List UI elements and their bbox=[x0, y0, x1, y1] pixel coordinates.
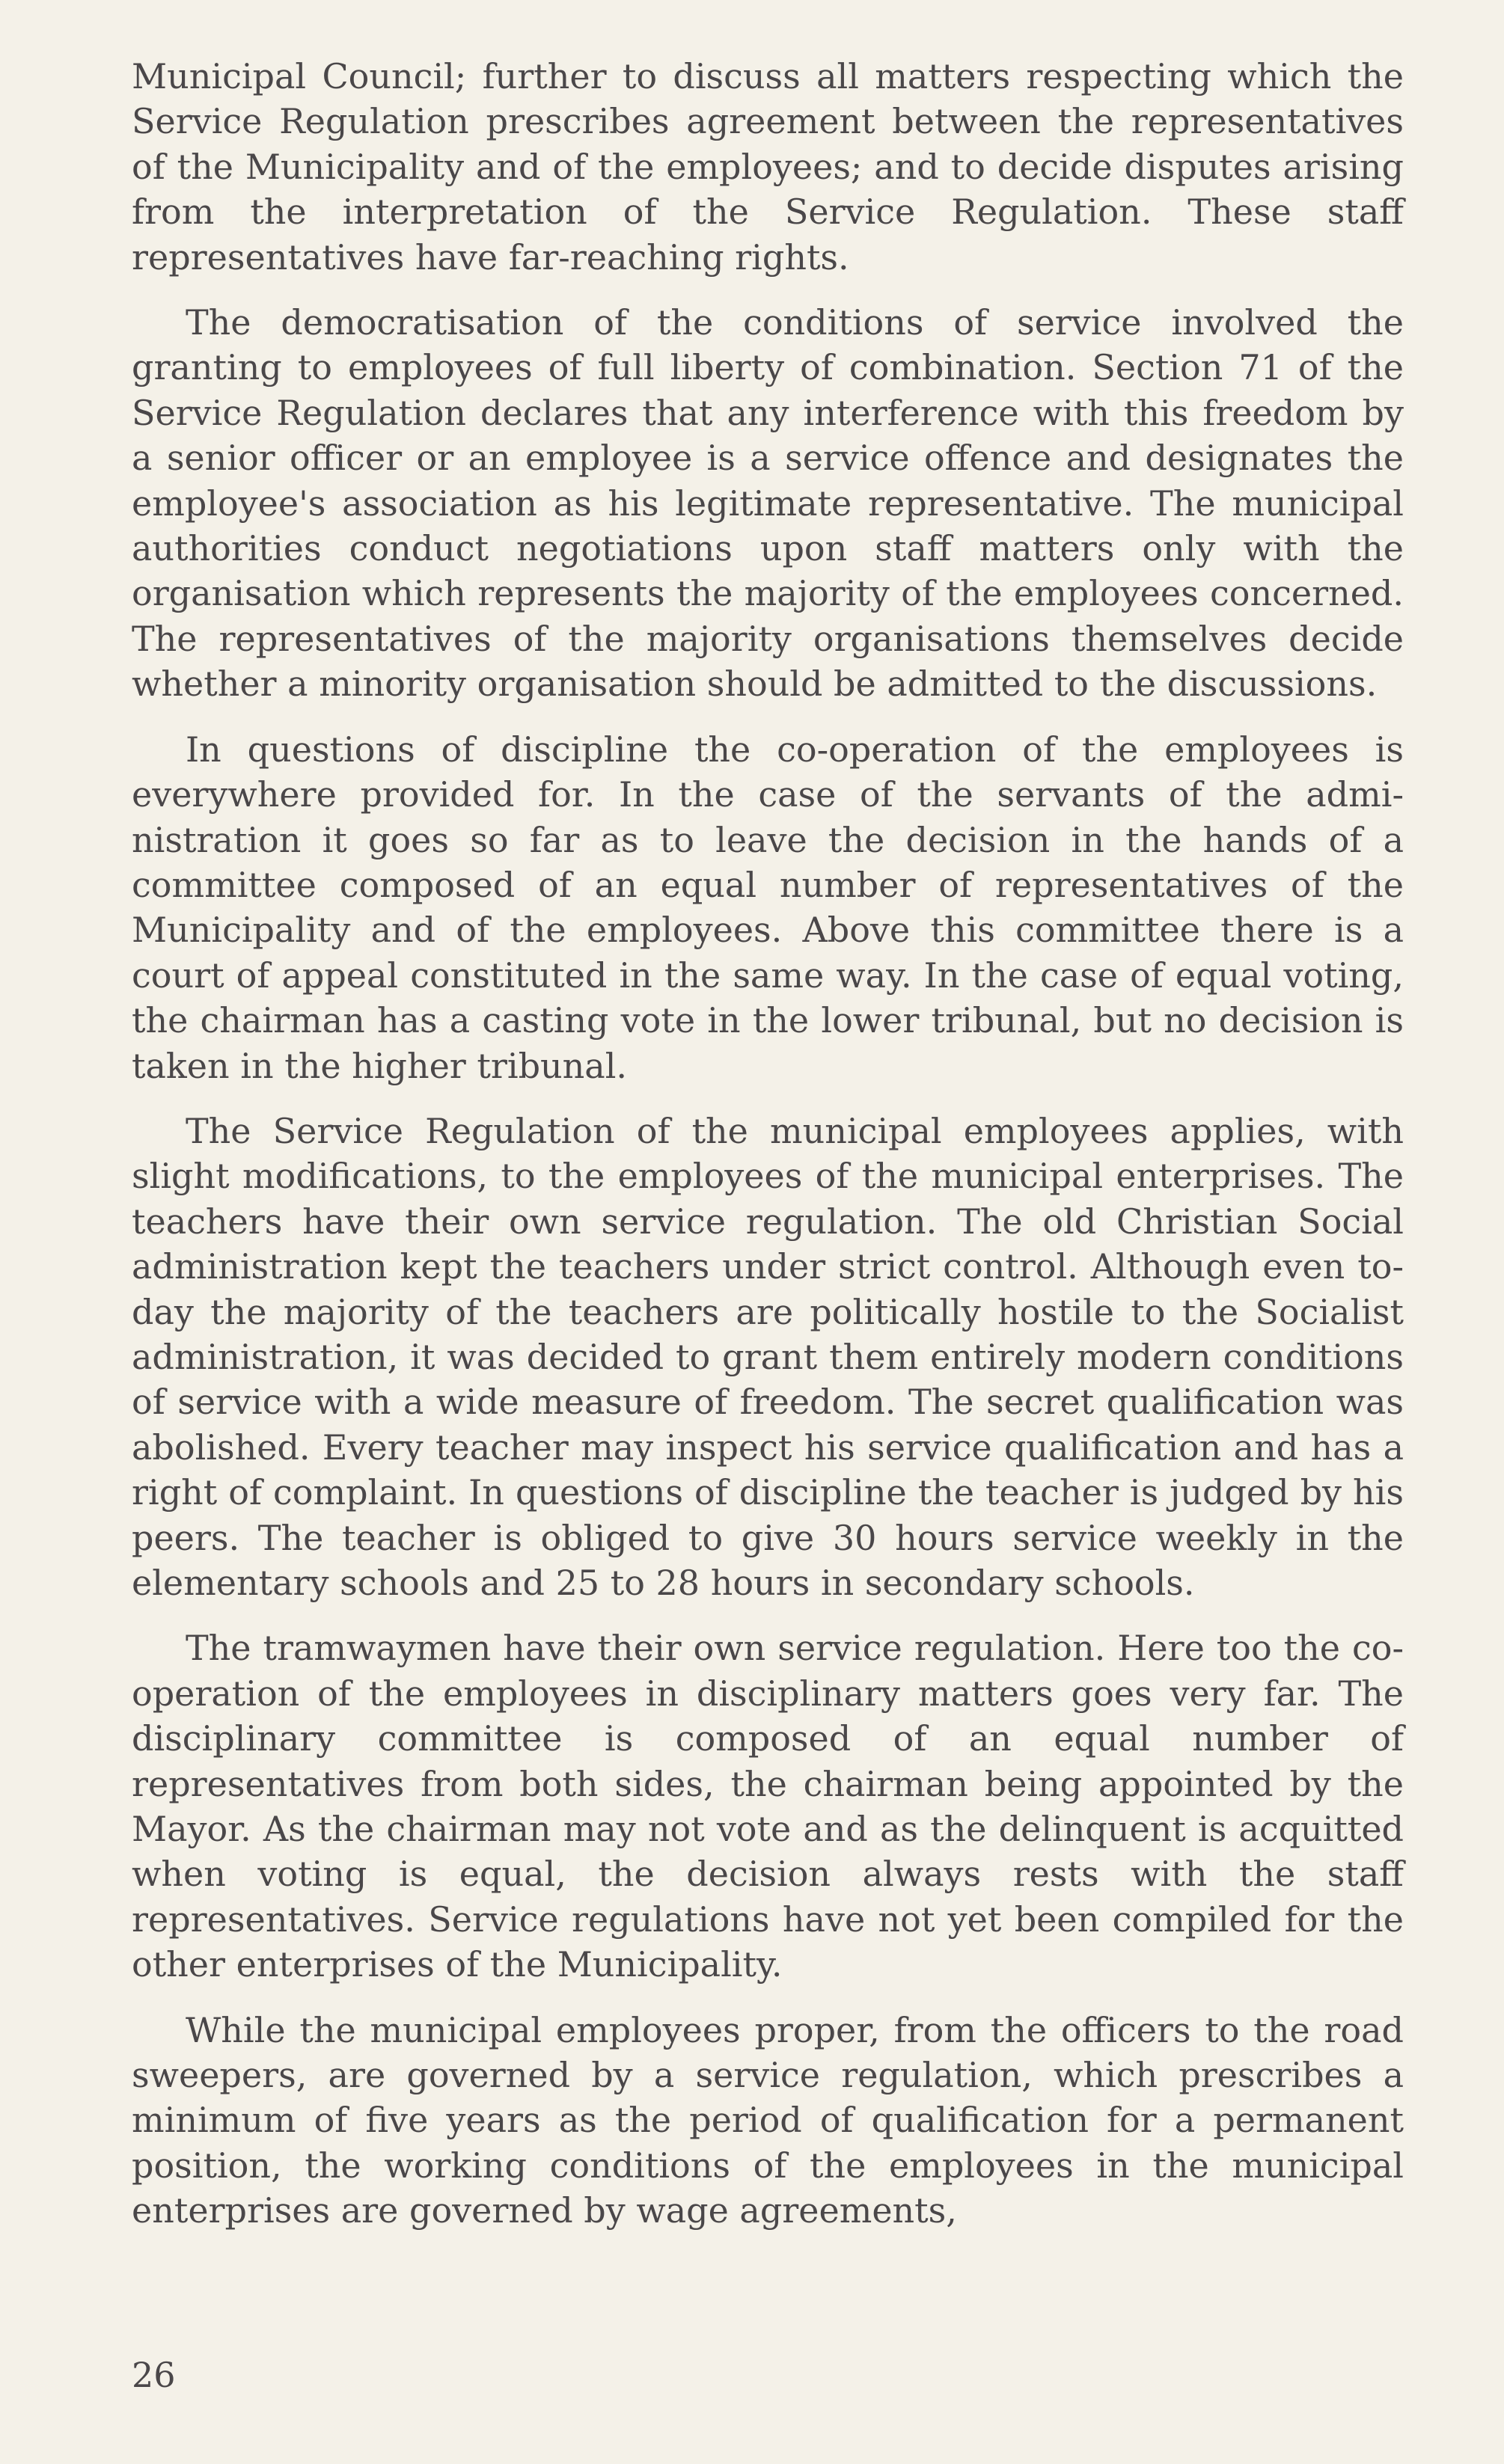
paragraph-1: Municipal Council; further to discuss all matters respecting which the Service Regulation prescribes agreement between the representatives of the Municipality and of the employees; and to decide disputes arising from the interpretation of the Service Regulation. These staff representatives have far-reaching rights. bbox=[132, 56, 1404, 278]
paragraph-3: In questions of discipline the co-operation of the employees is everywhere provided for. In the case of the servants of the administration it goes so far as to leave the decision in the hands of a committee composed of an equal number of representatives of the Municipality and of the employees. Above this committee there is a court of appeal constituted in the same way. In the case of equal voting, the chairman has a casting vote in the lower tribunal, but no decision is taken in the higher tribunal. bbox=[132, 729, 1404, 1086]
paragraph-5: The tramwaymen have their own service regulation. Here too the co-operation of the employees in disciplinary matters goes very far. The disciplinary committee is composed of an equal number of representatives from both sides, the chairman being appointed by the Mayor. As the chairman may not vote and as the delinquent is acquitted when voting is equal, the decision always rests with the staff representatives. Service regulations have not yet been compiled for the other enterprises of the Municipality. bbox=[132, 1628, 1404, 1985]
page-number: 26 bbox=[132, 2355, 176, 2395]
paragraph-2: The democratisation of the conditions of service involved the granting to employees of full liberty of combination. Section 71 of the Service Regulation declares that any interference with this freedom by a senior officer or an employee is a service offence and designates the employee's association as his legitimate representative. The municipal authorities conduct negotiations upon staff matters only with the organisation which represents the majority of the employees concerned. The representatives of the majority organisations themselves decide whether a minority organisation should be admitted to the discussions. bbox=[132, 302, 1404, 705]
page-body bbox=[132, 54, 1404, 2254]
paragraph-4: The Service Regulation of the municipal employees applies, with slight modifications, to the employees of the municipal enterprises. The teachers have their own service regulation. The old Christian Social administration kept the teachers under strict control. Although even to-day the majority of the teachers are politically hostile to the Socialist administration, it was decided to grant them entirely modern conditions of service with a wide measure of freedom. The secret qualification was abolished. Every teacher may inspect his service qualification and has a right of complaint. In questions of discipline the teacher is judged by his peers. The teacher is obliged to give 30 hours service weekly in the elementary schools and 25 to 28 hours in secondary schools. bbox=[132, 1110, 1404, 1603]
paragraph-6: While the municipal employees proper, from the officers to the road sweepers, are governed by a service regulation, which prescribes a minimum of five years as the period of qualification for a permanent position, the working conditions of the employees in the municipal enterprises are governed by wage agreements, bbox=[132, 2009, 1404, 2231]
